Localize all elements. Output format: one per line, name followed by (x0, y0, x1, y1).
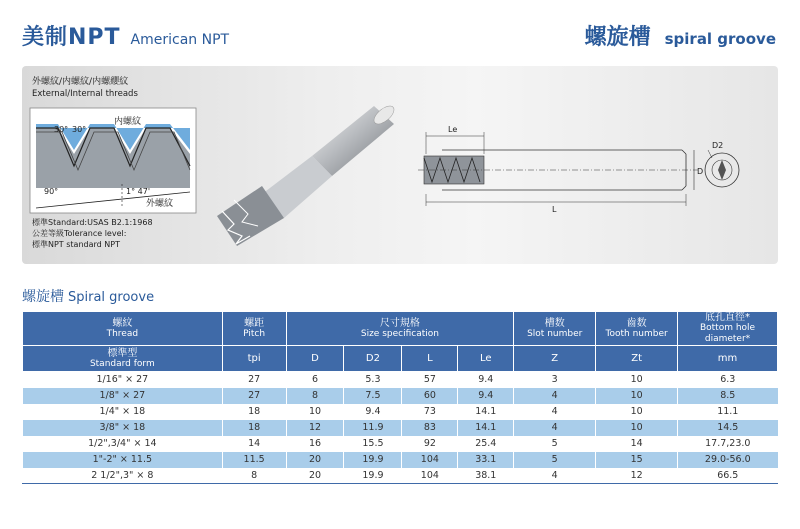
table-cell: 3 (514, 372, 596, 388)
table-cell: 6.3 (678, 372, 778, 388)
table-cell: 15.5 (344, 436, 402, 452)
angle-90-label: 90° (44, 187, 59, 196)
th-tooth: 齒数 Tooth number (596, 312, 678, 346)
table-cell: 19.9 (344, 468, 402, 484)
table-row (23, 468, 778, 484)
th-d2: D2 (344, 346, 402, 372)
table-cell: 6 (286, 372, 344, 388)
th-l: L (402, 346, 458, 372)
table-cell: 14.1 (458, 404, 514, 420)
table-cell: 8.5 (678, 388, 778, 404)
table-cell: 66.5 (678, 468, 778, 484)
spec-table (22, 311, 778, 484)
table-cell: 60 (402, 388, 458, 404)
dim-le-label: Le (448, 125, 458, 134)
th-thread: 螺紋 Thread (23, 312, 223, 346)
table-cell: 18 (222, 404, 286, 420)
header-row-1 (23, 312, 778, 346)
table-cell: 12 (286, 420, 344, 436)
spec-table-body (23, 372, 778, 484)
external-thread-label: 外螺紋 (146, 199, 174, 209)
table-row (23, 372, 778, 388)
table-cell: 92 (402, 436, 458, 452)
table-cell: 2 1/2",3" × 8 (23, 468, 223, 484)
table-cell: 9.4 (458, 372, 514, 388)
table-cell: 57 (402, 372, 458, 388)
table-cell: 11.5 (222, 452, 286, 468)
type-en: spiral groove (664, 30, 776, 48)
section-title-en: Spiral groove (68, 290, 155, 305)
table-cell: 1/4" × 18 (23, 404, 223, 420)
table-cell: 10 (596, 372, 678, 388)
table-cell: 18 (222, 420, 286, 436)
table-cell: 10 (596, 388, 678, 404)
table-cell: 4 (514, 388, 596, 404)
th-le: Le (458, 346, 514, 372)
title-cn: 美制NPT (22, 25, 121, 50)
th-pitch: 螺距 Pitch (222, 312, 286, 346)
cutter-image (217, 103, 397, 246)
header-row-2 (23, 346, 778, 372)
banner-illustration (22, 66, 778, 264)
internal-thread-label: 内螺紋 (114, 117, 142, 127)
table-cell: 20 (286, 468, 344, 484)
standard-line-2: 公差等級Tolerance level: (32, 229, 127, 238)
table-cell: 11.1 (678, 404, 778, 420)
th-size: 尺寸規格 Size specification (286, 312, 514, 346)
table-cell: 7.5 (344, 388, 402, 404)
th-slot: 槽数 Slot number (514, 312, 596, 346)
table-cell: 14 (222, 436, 286, 452)
table-cell: 8 (286, 388, 344, 404)
thread-profile-diagram (30, 108, 196, 213)
th-mm: mm (678, 346, 778, 372)
table-cell: 27 (222, 388, 286, 404)
table-cell: 83 (402, 420, 458, 436)
table-cell: 9.4 (344, 404, 402, 420)
dim-d-label: D (697, 167, 704, 176)
table-cell: 20 (286, 452, 344, 468)
table-cell: 14 (596, 436, 678, 452)
table-cell: 10 (596, 404, 678, 420)
section-title-cn: 螺旋槽 (22, 289, 64, 305)
table-cell: 19.9 (344, 452, 402, 468)
table-cell: 5 (514, 436, 596, 452)
table-cell: 5.3 (344, 372, 402, 388)
header-right (585, 20, 776, 51)
th-tpi: tpi (222, 346, 286, 372)
th-z: Z (514, 346, 596, 372)
header-left (22, 20, 229, 51)
table-cell: 11.9 (344, 420, 402, 436)
table-cell: 3/8" × 18 (23, 420, 223, 436)
type-cn: 螺旋槽 (584, 25, 651, 50)
angle-30a-label: 30° (54, 125, 69, 134)
dim-d2-label: D2 (712, 141, 724, 150)
table-row (23, 452, 778, 468)
angle-30b-label: 30° (72, 125, 87, 134)
table-row (23, 404, 778, 420)
thread-title-en: External/Internal threads (32, 89, 138, 99)
table-row (23, 420, 778, 436)
table-row (23, 436, 778, 452)
table-cell: 10 (286, 404, 344, 420)
table-cell: 14.1 (458, 420, 514, 436)
table-cell: 104 (402, 468, 458, 484)
dimension-drawing (418, 132, 739, 206)
standard-line-3: 標準NPT standard NPT (32, 240, 120, 249)
table-cell: 15 (596, 452, 678, 468)
section-title (22, 286, 154, 306)
table-cell: 73 (402, 404, 458, 420)
table-cell: 38.1 (458, 468, 514, 484)
table-cell: 1/2",3/4" × 14 (23, 436, 223, 452)
table-cell: 33.1 (458, 452, 514, 468)
table-cell: 4 (514, 404, 596, 420)
table-cell: 5 (514, 452, 596, 468)
table-cell: 17.7,23.0 (678, 436, 778, 452)
table-cell: 104 (402, 452, 458, 468)
th-standard: 標準型 Standard form (23, 346, 223, 372)
table-cell: 25.4 (458, 436, 514, 452)
table-cell: 4 (514, 420, 596, 436)
angle-147-label: 1° 47' (126, 187, 151, 196)
table-cell: 10 (596, 420, 678, 436)
table-cell: 16 (286, 436, 344, 452)
table-cell: 9.4 (458, 388, 514, 404)
table-cell: 27 (222, 372, 286, 388)
th-d: D (286, 346, 344, 372)
thread-title-cn: 外螺紋/内螺紋/内螺纓紋 (32, 77, 129, 87)
table-row (23, 388, 778, 404)
table-cell: 29.0-56.0 (678, 452, 778, 468)
th-bottom-hole: 底孔直徑* Bottom hole diameter* (678, 312, 778, 346)
table-cell: 4 (514, 468, 596, 484)
standard-line-1: 標準Standard:USAS B2.1:1968 (32, 218, 153, 227)
title-en: American NPT (130, 32, 230, 48)
table-cell: 1/16" × 27 (23, 372, 223, 388)
th-zt: Zt (596, 346, 678, 372)
table-cell: 1"-2" × 11.5 (23, 452, 223, 468)
dim-l-label: L (552, 205, 557, 214)
table-cell: 14.5 (678, 420, 778, 436)
table-cell: 12 (596, 468, 678, 484)
table-cell: 8 (222, 468, 286, 484)
product-banner (22, 66, 778, 264)
table-cell: 1/8" × 27 (23, 388, 223, 404)
